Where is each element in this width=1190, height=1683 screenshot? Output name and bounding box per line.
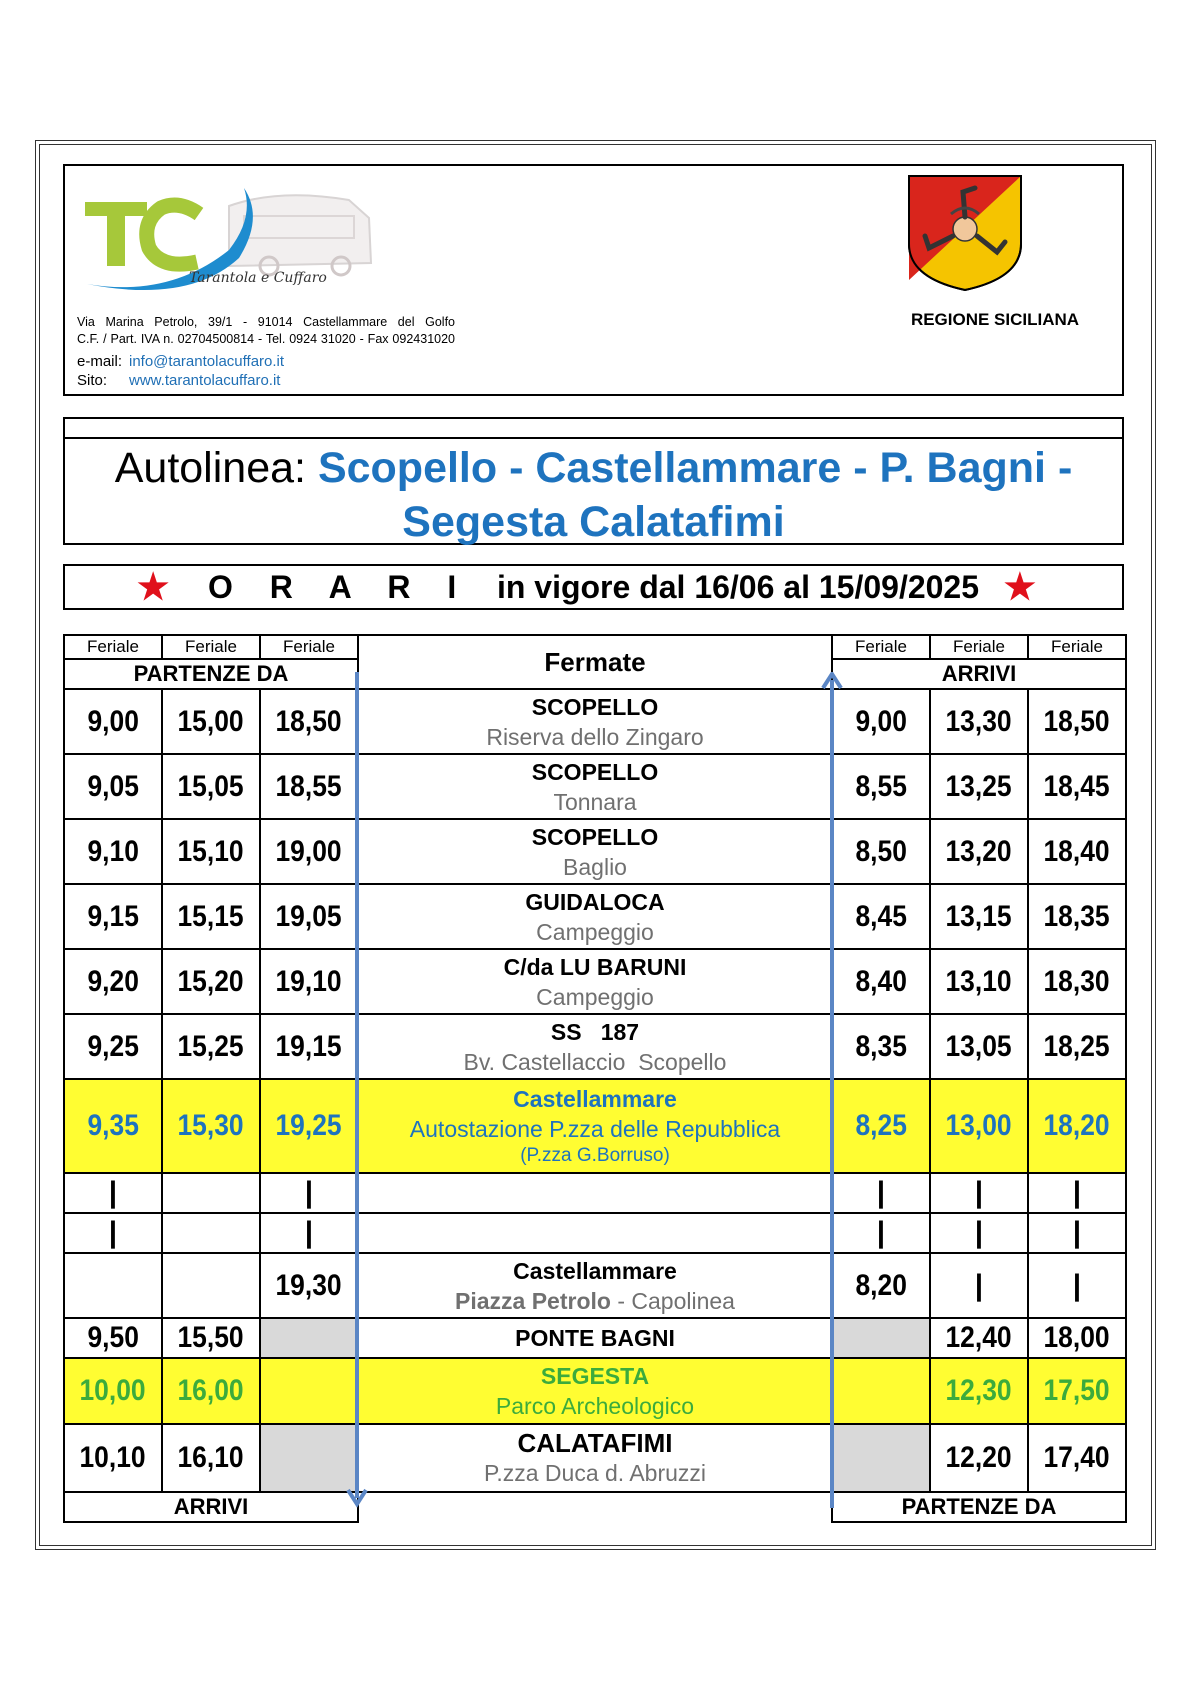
arrivi-footer: ARRIVI [64,1492,358,1522]
stop-cell [358,1424,832,1492]
departure-time: 9,10 [64,819,162,884]
stop-sub: Riserva dello Zingaro [486,723,704,750]
arrival-time: 13,10 [930,949,1028,1014]
stop-name: SEGESTA [540,1363,650,1389]
table-row [64,819,1126,884]
empty-cell [832,1424,930,1492]
route-prefix: Autolinea: [114,444,306,492]
stop-sub: Parco Archeologico [495,1393,695,1419]
stop-sub: Campeggio [536,983,654,1010]
company-vat-phone: C.F. / Part. IVA n. 02704500814 - Tel. 0924 31020 - Fax 092431020 [77,332,455,346]
stop-sub: Bv. Castellaccio Scopello [463,1048,727,1075]
pass-mark: | [930,1253,1028,1318]
arrival-time: 8,35 [832,1014,930,1079]
pass-mark: | [1028,1173,1126,1213]
orari-label: O R A R I [207,569,471,605]
departure-time: 15,25 [162,1014,260,1079]
stop-cell [358,1014,832,1079]
table-row [64,689,1126,754]
departure-time: 9,20 [64,949,162,1014]
departure-time: 18,55 [260,754,358,819]
empty-cell [260,1358,358,1424]
logo-name: Tarantola e Cuffaro [189,270,327,286]
feriale-label: Feriale [930,635,1028,659]
feriale-label: Feriale [832,635,930,659]
arrival-time: 8,55 [832,754,930,819]
arrival-time: 8,50 [832,819,930,884]
arrival-time: 8,20 [832,1253,930,1318]
departure-time: 10,00 [64,1358,162,1424]
stop-sub: Autostazione P.zza delle Repubblica [409,1116,781,1142]
partenze-footer: PARTENZE DA [832,1492,1126,1522]
stop-cell [358,689,832,754]
stop-sub: Tonnara [553,788,637,815]
departure-time: 16,00 [162,1358,260,1424]
departure-time: 18,50 [260,689,358,754]
pass-mark: | [832,1173,930,1213]
stop-cell [358,754,832,819]
arrival-time: 8,45 [832,884,930,949]
arrival-time: 12,30 [930,1358,1028,1424]
departure-time: 19,05 [260,884,358,949]
stop-name: C/da LU BARUNI [503,953,687,980]
empty-cell [260,1424,358,1492]
arrival-time: 13,15 [930,884,1028,949]
stop-cell [358,1358,832,1424]
stop-name: SS 187 [550,1018,640,1045]
stop-name: Castellammare [513,1257,677,1284]
company-logo [79,178,379,298]
arrival-time: 13,00 [930,1079,1028,1173]
departure-time: 16,10 [162,1424,260,1492]
table-row-segesta [64,1358,1126,1424]
arrival-time: 18,40 [1028,819,1126,884]
table-row [64,1014,1126,1079]
arrival-time: 12,20 [930,1424,1028,1492]
stop-name: SCOPELLO [531,758,659,785]
stop-sub-bold: Piazza Petrolo [455,1287,611,1314]
departure-time: 9,15 [64,884,162,949]
email-link[interactable]: info@tarantolacuffaro.it [129,353,285,370]
arrival-time: 18,00 [1028,1318,1126,1358]
departure-time: 19,00 [260,819,358,884]
arrivi-header: ARRIVI [832,659,1126,689]
departure-time: 10,10 [64,1424,162,1492]
email-label: e-mail: [77,353,123,370]
route-title-box [63,417,1124,545]
route-line2: Segesta Calatafimi [402,498,785,546]
stop-name: CALATAFIMI [517,1428,673,1458]
validity-bar [63,564,1124,610]
stop-sub: Baglio [563,853,627,880]
route-title [65,441,1122,549]
arrival-time: 18,20 [1028,1079,1126,1173]
arrival-time: 17,40 [1028,1424,1126,1492]
departure-time: 15,30 [162,1079,260,1173]
departure-time: 15,05 [162,754,260,819]
table-row-pass [64,1213,1126,1253]
departure-time: 19,10 [260,949,358,1014]
route-line1: Scopello - Castellammare - P. Bagni - [317,444,1073,492]
departure-time: 15,20 [162,949,260,1014]
arrival-time: 13,30 [930,689,1028,754]
stop-name: Castellammare [513,1086,677,1112]
title-divider [65,437,1122,439]
arrival-time: 13,20 [930,819,1028,884]
empty-cell [832,1358,930,1424]
departure-time: 15,00 [162,689,260,754]
departure-time: 15,10 [162,819,260,884]
departure-time: 9,50 [64,1318,162,1358]
departure-time: 9,00 [64,689,162,754]
company-address: Via Marina Petrolo, 39/1 - 91014 Castellammare del Golfo [77,315,455,329]
stop-cell [358,949,832,1014]
feriale-label: Feriale [1028,635,1126,659]
site-label: Sito: [77,372,108,389]
departure-time: 19,15 [260,1014,358,1079]
sicily-crest [905,174,1025,292]
empty-cell [832,1318,930,1358]
arrival-time: 8,40 [832,949,930,1014]
feriale-label: Feriale [64,635,162,659]
departure-time: 9,25 [64,1014,162,1079]
feriale-label: Feriale [162,635,260,659]
timetable [63,634,1127,1523]
stop-sub: Campeggio [536,918,654,945]
arrival-time: 17,50 [1028,1358,1126,1424]
stop-cell [358,1253,832,1318]
departure-time: 19,30 [260,1253,358,1318]
pass-mark: | [260,1213,358,1253]
arrival-time: 18,30 [1028,949,1126,1014]
stop-sub: - Capolinea [610,1287,735,1314]
table-row-pass [64,1173,1126,1213]
table-row [64,949,1126,1014]
star-icon: ★ [137,566,170,607]
arrival-time: 13,05 [930,1014,1028,1079]
arrival-time: 18,25 [1028,1014,1126,1079]
company-info [77,314,455,390]
departure-time: 19,25 [260,1079,358,1173]
stop-sub: P.zza Duca d. Abruzzi [483,1460,707,1486]
pass-mark: | [930,1173,1028,1213]
table-row-ponte-bagni [64,1318,1126,1358]
table-row-calatafimi [64,1424,1126,1492]
stop-name: SCOPELLO [531,693,659,720]
stop-name: GUIDALOCA [525,888,665,915]
region-name: REGIONE SICILIANA [910,310,1080,329]
table-row-petrolo [64,1253,1126,1318]
stop-name: PONTE BAGNI [515,1325,675,1351]
stop-cell [358,1318,832,1358]
table-row-castellammare [64,1079,1126,1173]
partenze-header: PARTENZE DA [64,659,358,689]
pass-mark: | [832,1213,930,1253]
stop-sub2: (P.zza G.Borruso) [520,1145,670,1166]
arrival-time: 13,25 [930,754,1028,819]
arrival-time: 18,50 [1028,689,1126,754]
header-box [63,164,1124,396]
fermate-header: Fermate [358,635,832,689]
pass-mark: | [930,1213,1028,1253]
arrival-time: 18,35 [1028,884,1126,949]
table-row [64,884,1126,949]
arrival-time: 8,25 [832,1079,930,1173]
stop-name: SCOPELLO [531,823,659,850]
validity-text: in vigore dal 16/06 al 15/09/2025 [496,569,980,605]
arrival-time: 12,40 [930,1318,1028,1358]
departure-time: 9,05 [64,754,162,819]
departure-time: 9,35 [64,1079,162,1173]
pass-mark: | [64,1213,162,1253]
departure-time: 15,15 [162,884,260,949]
pass-mark: | [260,1173,358,1213]
stop-cell [358,1079,832,1173]
empty-cell [260,1318,358,1358]
star-icon: ★ [1003,566,1036,607]
site-link[interactable]: www.tarantolacuffaro.it [129,372,281,389]
arrival-time: 9,00 [832,689,930,754]
arrival-time: 18,45 [1028,754,1126,819]
stop-cell [358,884,832,949]
table-row [64,754,1126,819]
departure-time: 15,50 [162,1318,260,1358]
stop-cell [358,819,832,884]
pass-mark: | [1028,1213,1126,1253]
pass-mark: | [1028,1253,1126,1318]
feriale-label: Feriale [260,635,358,659]
pass-mark: | [64,1173,162,1213]
